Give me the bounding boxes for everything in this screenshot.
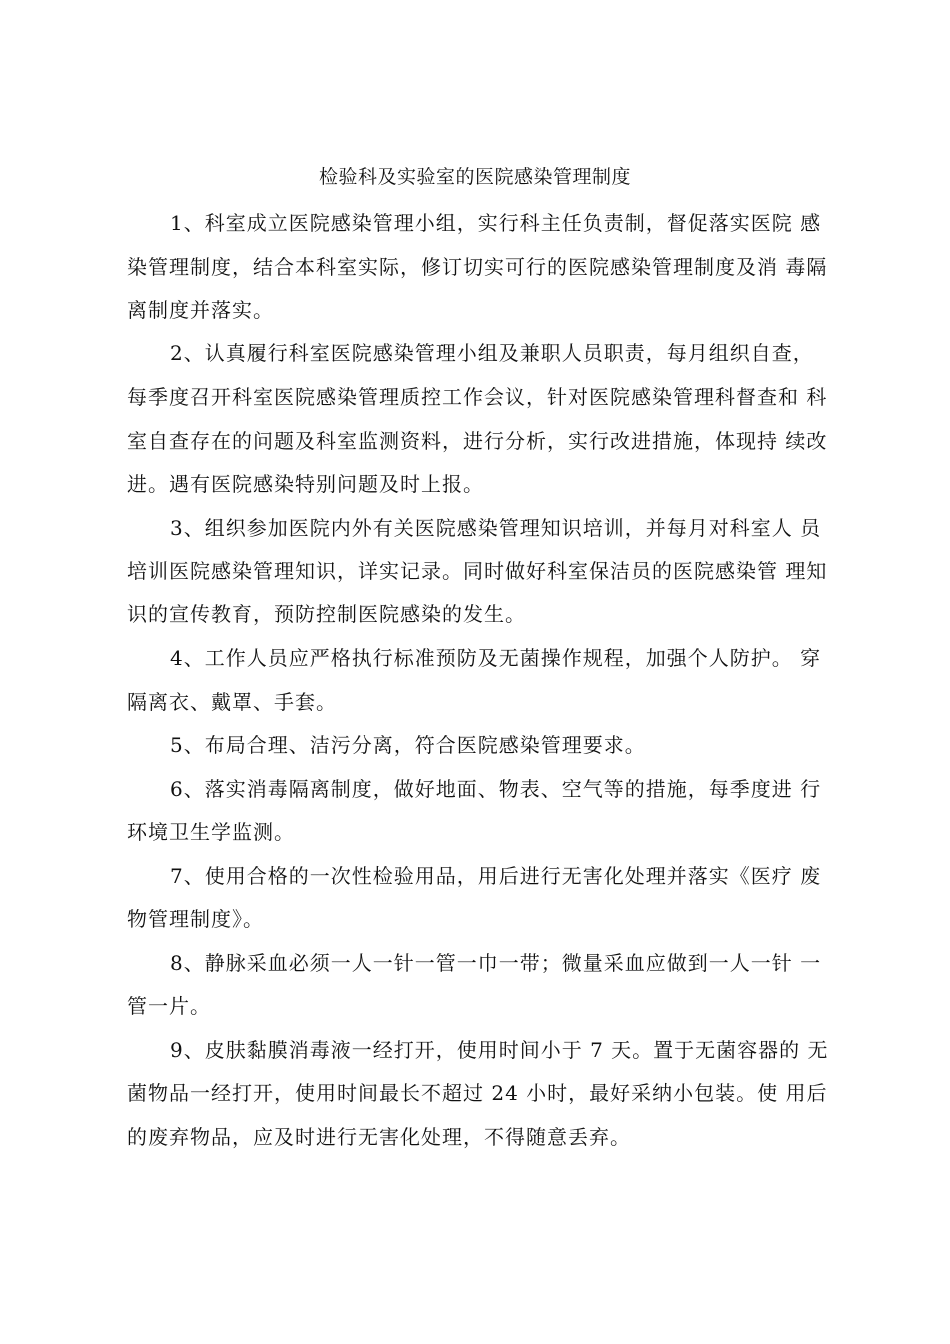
item-9-line-3: 的废弃物品，应及时进行无害化处理，不得随意丢弃。: [127, 1125, 631, 1149]
item-4-line-1: 4、工作人员应严格执行标准预防及无菌操作规程，加强个人防护。 穿: [170, 646, 822, 670]
item-1-line-3: 离制度并落实。: [127, 298, 274, 322]
item-6-line-2: 环境卫生学监测。: [127, 820, 295, 844]
document-title: 检验科及实验室的医院感染管理制度: [318, 166, 631, 188]
item-2-line-1: 2、认真履行科室医院感染管理小组及兼职人员职责，每月组织自查，: [170, 341, 814, 365]
item-5-line-1: 5、布局合理、洁污分离，符合医院感染管理要求。: [170, 733, 646, 757]
item-1-line-1: 1、科室成立医院感染管理小组，实行科主任负责制，督促落实医院 感: [170, 211, 822, 235]
item-9-line-2: 菌物品一经打开，使用时间最长不超过 24 小时，最好采纳小包装。使 用后: [127, 1081, 828, 1105]
item-2-line-2: 每季度召开科室医院感染管理质控工作会议，针对医院感染管理科督查和 科: [127, 385, 828, 409]
item-6-line-1: 6、落实消毒隔离制度，做好地面、物表、空气等的措施，每季度进 行: [170, 777, 822, 801]
item-3-line-1: 3、组织参加医院内外有关医院感染管理知识培训，并每月对科室人 员: [170, 516, 822, 540]
item-4-line-2: 隔离衣、戴罩、手套。: [127, 690, 337, 714]
item-9-line-1: 9、皮肤黏膜消毒液一经打开，使用时间小于 7 天。置于无菌容器的 无: [170, 1038, 829, 1062]
item-8-line-1: 8、静脉采血必须一人一针一管一巾一带；微量采血应做到一人一针 一: [170, 951, 822, 975]
item-7-line-2: 物管理制度》。: [127, 907, 264, 931]
item-8-line-2: 管一片。: [127, 994, 211, 1018]
item-2-line-4: 进。遇有医院感染特别问题及时上报。: [127, 472, 484, 496]
item-3-line-3: 识的宣传教育，预防控制医院感染的发生。: [127, 602, 526, 626]
item-7-line-1: 7、使用合格的一次性检验用品，用后进行无害化处理并落实《医疗 废: [170, 864, 822, 888]
item-2-line-3: 室自查存在的问题及科室监测资料，进行分析，实行改进措施，体现持 续改: [127, 429, 828, 453]
item-3-line-2: 培训医院感染管理知识，详实记录。同时做好科室保洁员的医院感染管 理知: [127, 559, 828, 583]
item-1-line-2: 染管理制度，结合本科室实际，修订切实可行的医院感染管理制度及消 毒隔: [127, 255, 828, 279]
